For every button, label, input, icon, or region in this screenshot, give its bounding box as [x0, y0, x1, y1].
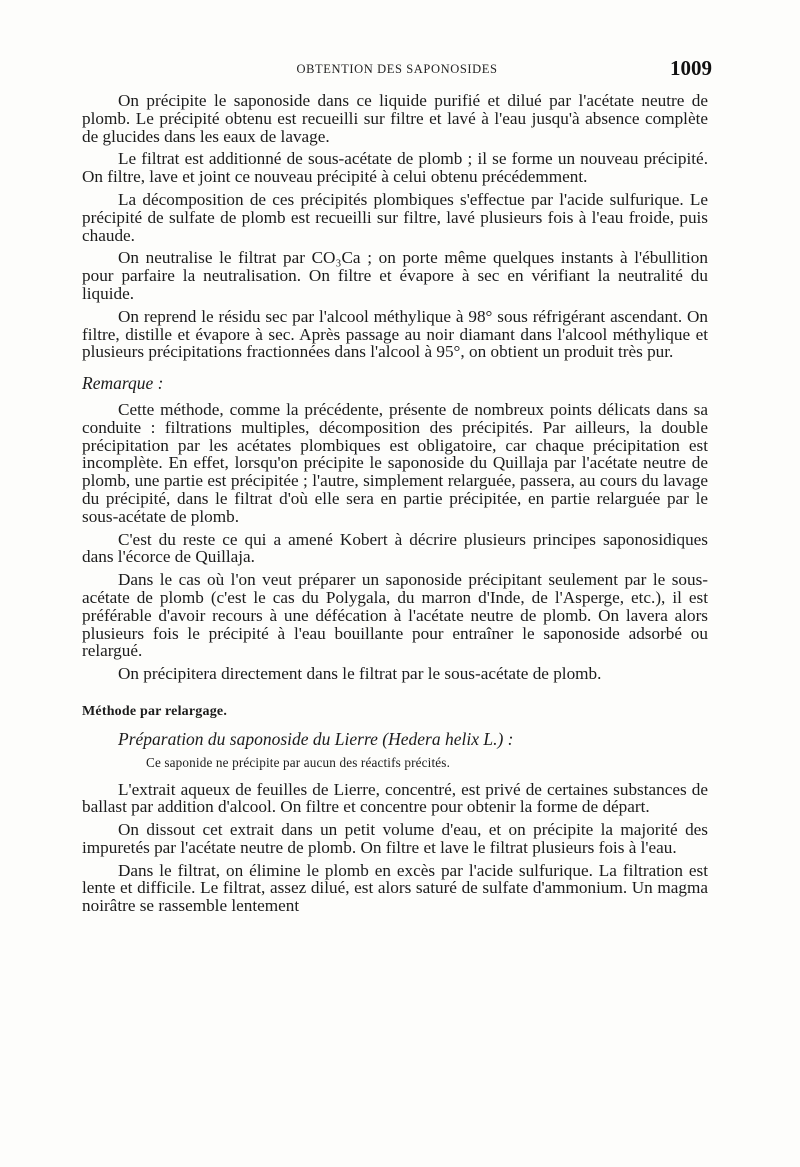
note: Ce saponide ne précipite par aucun des réactifs précités. [146, 754, 451, 770]
page-number: 1009 [670, 56, 712, 80]
section-body [82, 781, 708, 916]
remark-paragraph: C'est du reste ce qui a amené Kobert à décrire plusieurs principes saponosidiques dans l'écorce de Quillaja. [82, 529, 708, 567]
remark-paragraph: Dans le cas où l'on veut préparer un saponoside précipitant seulement par le sous-acétate de plomb (c'est le cas du Polygala, du marron d'Inde, de l'Asperge, etc.), il est préférable d'avoir recours à une défécation à l'acétate neutre de plomb. On lavera alors plusieurs fois le précipité à l'eau bouillante pour entraîner le saponoside adsorbé ou relargué. [82, 570, 708, 661]
running-title: OBTENTION DES SAPONOSIDES [296, 62, 498, 76]
page-header [82, 56, 712, 86]
remark-heading: Remarque : [82, 373, 164, 394]
section-paragraph: Dans le filtrat, on élimine le plomb en excès par l'acide sulfurique. La filtration est lente et difficile. Le filtrat, assez dilué, est alors saturé de sulfate d'ammonium. Un magma noirâtre se rassemble lentement [82, 860, 708, 916]
body-text [82, 92, 708, 920]
subsection-title: Préparation du saponoside du Lierre (Hedera helix L.) : [118, 728, 514, 749]
paragraph: On reprend le résidu sec par l'alcool méthylique à 98° sous réfrigérant ascendant. On filtre, distille et évapore à sec. Après passage au noir diamant dans l'alcool méthylique et plusieurs précipitations fractionnées dans l'alcool à 95°, on obtient un produit très pur. [82, 306, 708, 362]
paragraph: On précipite le saponoside dans ce liquide purifié et dilué par l'acétate neutre de plomb. Le précipité obtenu est recueilli sur filtre et lavé à l'eau jusqu'à absence complète de glucides dans les eaux de lavage. [82, 91, 708, 146]
section-paragraph: On dissout cet extrait dans un petit volume d'eau, et on précipite la majorité des impuretés par l'acétate neutre de plomb. On filtre et lave le filtrat plusieurs fois à l'eau. [82, 820, 708, 857]
remark-paragraph: On précipitera directement dans le filtrat par le sous-acétate de plomb. [118, 664, 602, 684]
paragraph: Le filtrat est additionné de sous-acétate de plomb ; il se forme un nouveau précipité. On filtre, lave et joint ce nouveau précipité à celui obtenu précédemment. [82, 149, 708, 187]
section-paragraph: L'extrait aqueux de feuilles de Lierre, concentré, est privé de certaines substances de ballast par addition d'alcool. On filtre et concentre pour obtenir la forme de départ. [82, 779, 708, 817]
paragraph: La décomposition de ces précipités plombiques s'effectue par l'acide sulfurique. Le précipité de sulfate de plomb est recueilli sur filtre, lavé plusieurs fois à l'eau froide, puis chaude. [82, 189, 708, 245]
remark-paragraph: Cette méthode, comme la précédente, présente de nombreux points délicats dans sa conduite : filtrations multiples, décomposition des précipités. Par ailleurs, la double précipitation par les acétates plombiques est obligatoire, car chaque précipitation est incomplète. En effet, lorsqu'on précipite le saponoside du Quillaja par l'acétate neutre de plomb, une partie est précipitée ; l'autre, simplement relarguée, passera, au cours du lavage du précipité, dans le filtrat d'où elle sera en partie précipitée, en partie relarguée par le sous-acétate de plomb. [82, 399, 708, 526]
paragraph: On neutralise le filtrat par CO₃Ca ; on porte même quelques instants à l'ébullition pour parfaire la neutralisation. On filtre et évapore à sec en vérifiant la neutralité du liquide. [82, 248, 708, 303]
section-title: Méthode par relargage. [82, 703, 228, 719]
